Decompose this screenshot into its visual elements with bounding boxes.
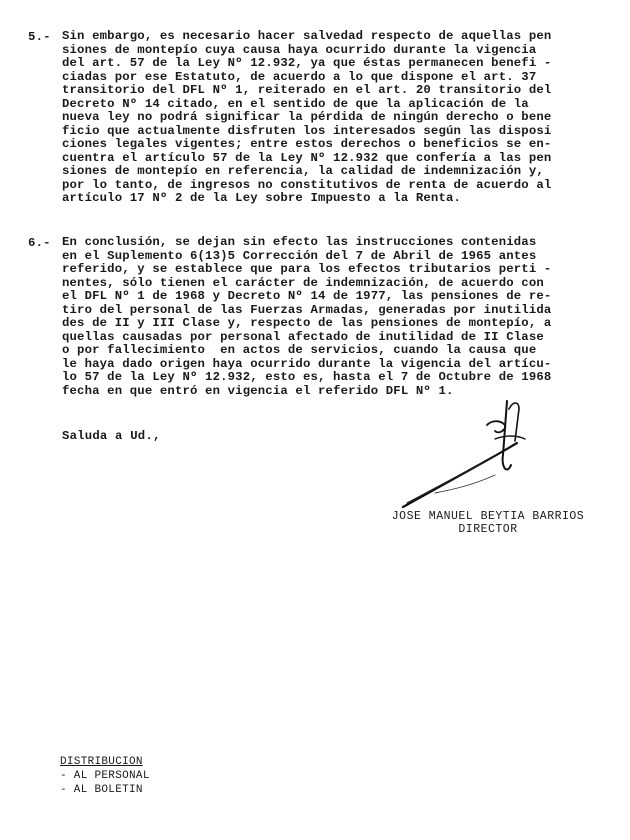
- text-line: nentes, sólo tienen el carácter de indemnización, de acuerdo con: [62, 275, 544, 290]
- text-line: En conclusión, se dejan sin efecto las instrucciones contenidas: [62, 235, 537, 249]
- paragraph-body: [62, 236, 630, 398]
- text-line: por lo tanto, de ingresos no constitutivos de renta de acuerdo al: [62, 177, 552, 192]
- signer-name: JOSE MANUEL BEYTIA BARRIOS: [391, 510, 585, 523]
- text-line: lo 57 de la Ley Nº 12.932, esto es, hasta el 7 de Octubre de 1968: [62, 370, 552, 384]
- signer-title: DIRECTOR: [458, 523, 518, 536]
- text-line: o por fallecimiento en actos de servicios, cuando la causa que: [62, 343, 537, 357]
- list-item: - AL PERSONAL: [60, 770, 150, 782]
- text-line: del art. 57 de la Ley Nº 12.932, ya que éstas permanecen benefi -: [62, 56, 552, 70]
- signature-icon: [395, 395, 555, 515]
- text-line: referido, y se establece que para los efectos tributarios perti -: [62, 262, 552, 276]
- text-line: quellas causadas por personal afectado de inutilidad de II Clase: [62, 329, 544, 344]
- text-line: nueva ley no podrá significar la pérdida de ningún derecho o bene: [62, 110, 552, 124]
- text-line: cuentra el artículo 57 de la Ley Nº 12.932 que confería a las pen: [62, 150, 552, 165]
- distribution-title: DISTRIBUCION: [60, 756, 143, 768]
- text-line: artículo 17 Nº 2 de la Ley sobre Impuesto a la Renta.: [62, 191, 462, 205]
- paragraph-body: [62, 30, 630, 206]
- text-line: ficio que actualmente disfruten los interesados según las disposi: [62, 123, 552, 138]
- text-line: siones de montepío cuya causa haya ocurrido durante la vigencia: [62, 42, 537, 57]
- text-line: tiro del personal de las Fuerzas Armadas, generadas por inutilida: [62, 302, 552, 317]
- list-item: - AL BOLETIN: [60, 784, 143, 796]
- text-line: des de II y III Clase y, respecto de las pensiones de montepío, a: [62, 316, 552, 330]
- closing-salutation: Saluda a Ud.,: [62, 429, 161, 443]
- text-line: siones de montepío en referencia, la calidad de indemnización y,: [62, 164, 544, 178]
- text-line: el DFL Nº 1 de 1968 y Decreto Nº 14 de 1977, las pensiones de re-: [62, 289, 552, 303]
- text-line: Decreto Nº 14 citado, en el sentido de que la aplicación de la: [62, 96, 529, 111]
- paragraph-number: 6.-: [28, 236, 51, 250]
- text-line: le haya dado origen haya ocurrido durante la vigencia del artícu-: [62, 356, 552, 371]
- text-line: transitorio del DFL Nº 1, reiterado en el art. 20 transitorio del: [62, 83, 552, 97]
- paragraph-number: 5.-: [28, 30, 51, 44]
- text-line: ciadas por ese Estatuto, de acuerdo a lo que dispone el art. 37: [62, 69, 537, 84]
- text-line: ciones legales vigentes; entre estos derechos o beneficios se en-: [62, 137, 552, 151]
- text-line: fecha en que entró en vigencia el referido DFL Nº 1.: [62, 383, 454, 398]
- distribution-list: [60, 755, 150, 797]
- text-line: Sin embargo, es necesario hacer salvedad respecto de aquellas pen: [62, 29, 552, 43]
- signer-block: [368, 510, 608, 536]
- text-line: en el Suplemento 6(13)5 Corrección del 7 de Abril de 1965 antes: [62, 248, 537, 263]
